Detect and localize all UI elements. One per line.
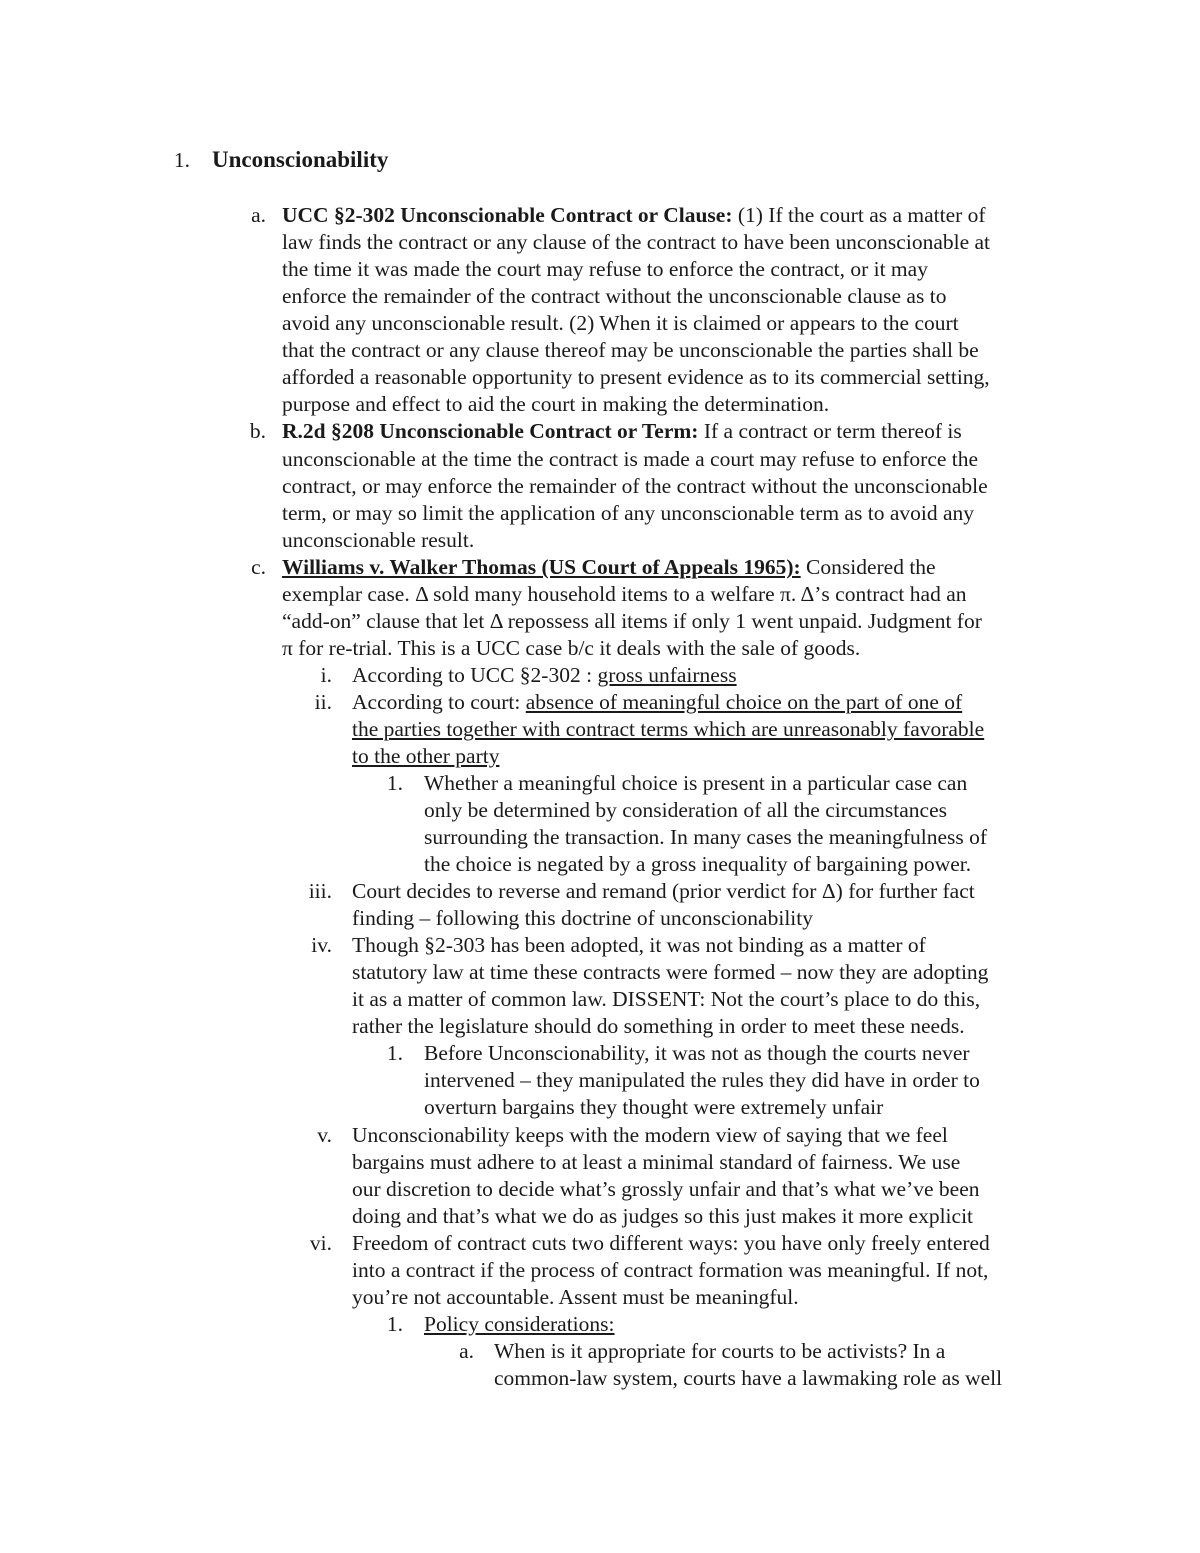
item-a-line-7: afforded a reasonable opportunity to present evidence as to its commercial setting, — [282, 365, 990, 389]
item-a-line-3: the time it was made the court may refuse to enforce the contract, or it may — [282, 257, 928, 281]
item-a-marker: a. — [251, 203, 266, 227]
c-iv-line-2: statutory law at time these contracts were formed – now they are adopting — [352, 960, 989, 984]
c-vi-marker: vi. — [309, 1231, 332, 1255]
c-v-marker: v. — [317, 1123, 332, 1147]
item-b-line-3: contract, or may enforce the remainder of the contract without the unconscionable — [282, 474, 988, 498]
c-vi-1-a-marker: a. — [459, 1339, 474, 1363]
c-ii-1-line-1: Whether a meaningful choice is present in a particular case can — [424, 771, 968, 795]
item-b-line-5: unconscionable result. — [282, 528, 475, 552]
c-i-marker: i. — [320, 663, 332, 687]
c-v-line-2: bargains must adhere to at least a minimal standard of fairness. We use — [352, 1150, 961, 1174]
c-iii-line-2: finding – following this doctrine of unconscionability — [352, 906, 813, 930]
c-ii-line-2: the parties together with contract terms which are unreasonably favorable — [352, 717, 985, 741]
c-vi-1-marker: 1. — [386, 1312, 403, 1336]
c-i-prefix: According to UCC §2-302 : — [352, 663, 598, 687]
c-vi-1-line: Policy considerations: — [424, 1312, 615, 1336]
item-c-text: Considered the — [800, 555, 936, 579]
c-v-line-4: doing and that’s what we do as judges so this just makes it more explicit — [352, 1204, 974, 1228]
c-iii-line-1: Court decides to reverse and remand (prior verdict for Δ) for further fact — [352, 879, 975, 903]
c-i-line — [352, 662, 737, 689]
heading-title: Unconscionability — [212, 147, 389, 172]
item-a-line-2: law finds the contract or any clause of the contract to have been unconscionable at — [282, 230, 991, 254]
c-ii-line-1 — [352, 689, 962, 716]
item-c-label: Williams v. Walker Thomas (US Court of Appeals 1965): — [282, 555, 801, 579]
c-v-line-1: Unconscionability keeps with the modern view of saying that we feel — [352, 1123, 948, 1147]
c-vi-1-a-line-2: common-law system, courts have a lawmaking role as well — [494, 1366, 1003, 1390]
c-vi-line-2: into a contract if the process of contract formation was meaningful. If not, — [352, 1258, 989, 1282]
c-ii-1-line-2: only be determined by consideration of all the circumstances — [424, 798, 947, 822]
c-iv-1-line-2: intervened – they manipulated the rules they did have in order to — [424, 1068, 980, 1092]
c-i-underlined: gross unfairness — [597, 663, 737, 687]
item-b-line-1 — [282, 418, 962, 445]
item-a-line-8: purpose and effect to aid the court in making the determination. — [282, 392, 830, 416]
c-ii-1-line-4: the choice is negated by a gross inequality of bargaining power. — [424, 852, 972, 876]
heading-marker: 1. — [173, 148, 190, 172]
item-a-line-6: that the contract or any clause thereof may be unconscionable the parties shall be — [282, 338, 979, 362]
c-ii-marker: ii. — [314, 690, 332, 714]
c-ii-1-marker: 1. — [386, 771, 403, 795]
c-iv-line-4: rather the legislature should do something in order to meet these needs. — [352, 1014, 965, 1038]
item-a-line-4: enforce the remainder of the contract without the unconscionable clause as to — [282, 284, 947, 308]
c-iv-line-3: it as a matter of common law. DISSENT: Not the court’s place to do this, — [352, 987, 981, 1011]
c-vi-line-3: you’re not accountable. Assent must be meaningful. — [352, 1285, 799, 1309]
item-b-label: R.2d §208 Unconscionable Contract or Term: — [282, 419, 699, 443]
item-a-label: UCC §2-302 Unconscionable Contract or Clause: — [282, 203, 733, 227]
c-vi-line-1: Freedom of contract cuts two different ways: you have only freely entered — [352, 1231, 990, 1255]
c-ii-prefix: According to court: — [352, 690, 526, 714]
c-iv-1-marker: 1. — [386, 1041, 403, 1065]
item-b-text: If a contract or term thereof is — [698, 419, 962, 443]
item-c-line-1 — [282, 554, 936, 581]
item-c-line-3: “add-on” clause that let Δ repossess all items if only 1 went unpaid. Judgment for — [282, 609, 982, 633]
item-b-marker: b. — [249, 419, 266, 443]
item-a-line-5: avoid any unconscionable result. (2) When it is claimed or appears to the court — [282, 311, 959, 335]
c-ii-underlined-1: absence of meaningful choice on the part of one of — [525, 690, 963, 714]
c-vi-1-a-line-1: When is it appropriate for courts to be activists? In a — [494, 1339, 946, 1363]
item-a-line-1 — [282, 202, 986, 229]
item-a-text: (1) If the court as a matter of — [732, 203, 986, 227]
c-v-line-3: our discretion to decide what’s grossly unfair and that’s what we’ve been — [352, 1177, 980, 1201]
c-ii-1-line-3: surrounding the transaction. In many cases the meaningfulness of — [424, 825, 988, 849]
item-b-line-4: term, or may so limit the application of any unconscionable term as to avoid any — [282, 501, 974, 525]
c-iii-marker: iii. — [308, 879, 332, 903]
c-iv-1-line-3: overturn bargains they thought were extremely unfair — [424, 1095, 884, 1119]
c-ii-line-3: to the other party — [352, 744, 500, 768]
c-iv-line-1: Though §2-303 has been adopted, it was not binding as a matter of — [352, 933, 926, 957]
c-iv-marker: iv. — [311, 933, 332, 957]
item-b-line-2: unconscionable at the time the contract is made a court may refuse to enforce the — [282, 447, 979, 471]
item-c-line-4: π for re-trial. This is a UCC case b/c it deals with the sale of goods. — [282, 636, 861, 660]
item-c-line-2: exemplar case. Δ sold many household items to a welfare π. Δ’s contract had an — [282, 582, 967, 606]
c-iv-1-line-1: Before Unconscionability, it was not as though the courts never — [424, 1041, 970, 1065]
item-c-marker: c. — [251, 555, 266, 579]
